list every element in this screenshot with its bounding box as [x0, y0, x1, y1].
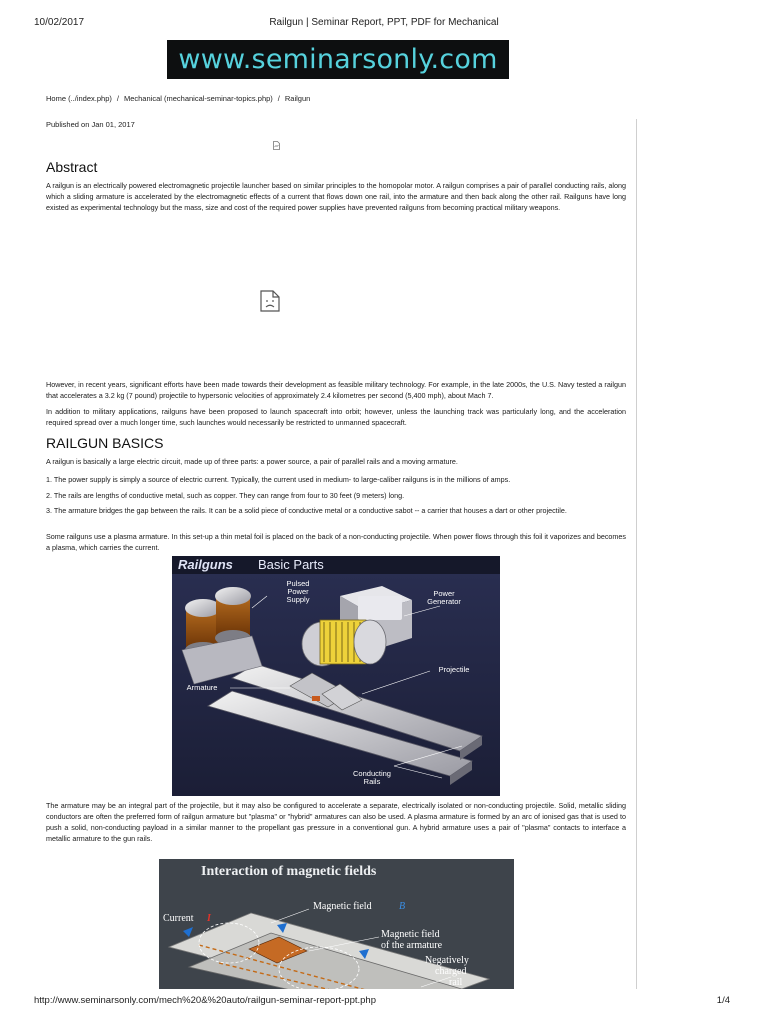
label-power-gen: Power	[433, 589, 455, 598]
pulsed-power-supply	[182, 587, 262, 684]
breadcrumb-home[interactable]: Home (../index.php)	[46, 94, 112, 103]
figure1-title-bold: Railguns	[178, 557, 233, 572]
label-supply: Supply	[286, 595, 310, 604]
body-paragraph: However, in recent years, significant efforts have been made towards their development as feasible military technology. For example, in the late 2000s, the U.S. Navy tested a railgun that accelerates a 3.2 kg (7 pound) projectile to hypersonic velocities of approximately 2.4 kilometres per second (5,400 mph), about Mach 7.	[46, 380, 626, 400]
label-projectile: Projectile	[438, 665, 470, 674]
basics-paragraph: 1. The power supply is simply a source of electric current. Typically, the current used in medium- to large-caliber railguns is in the millions of amps.	[46, 475, 511, 484]
site-logo[interactable]	[167, 40, 509, 79]
label-generator: Generator	[427, 597, 461, 606]
label-magnetic-field-symbol: B	[399, 901, 406, 912]
breadcrumb-mechanical[interactable]: Mechanical (mechanical-seminar-topics.php)	[123, 94, 273, 103]
label-armature: Armature	[186, 683, 218, 692]
print-date: 10/02/2017	[34, 17, 85, 28]
print-url: http://www.seminarsonly.com/mech%20&%20auto/railgun-seminar-report-ppt.php	[34, 995, 376, 1006]
label-conducting: Conducting	[353, 769, 391, 778]
basics-paragraph: A railgun is basically a large electric circuit, made up of three parts: a power source, a pair of parallel rails and a moving armature.	[46, 457, 458, 466]
label-current-symbol: I	[207, 913, 211, 924]
label-power: Power	[287, 587, 309, 596]
breadcrumb-current: Railgun	[284, 94, 311, 103]
basics-paragraph: 3. The armature bridges the gap between the rails. It can be a solid piece of conductive metal or a conductive sabot -- a carrier that houses a dart or other projectile.	[46, 506, 567, 515]
site-logo-text: www.seminarsonly.com	[178, 44, 498, 75]
body-paragraph: In addition to military applications, railguns have been proposed to launch spacecraft into orbit; however, unless the launching track was particularly long, and the acceleration required spread over a much longer time, such launches would necessarily be restricted to unmanned spacecraft.	[46, 407, 626, 427]
content-divider	[636, 119, 637, 989]
print-page-title: Railgun | Seminar Report, PPT, PDF for Mechanical	[269, 17, 499, 28]
magnetic-fields-figure	[159, 859, 514, 989]
label-pulsed: Pulsed	[286, 579, 310, 588]
published-date: Published on Jan 01, 2017	[46, 120, 135, 129]
label-rails: Rails	[363, 777, 381, 786]
broken-image-icon	[260, 290, 280, 312]
label-current: Current	[163, 913, 194, 924]
basics-paragraph: Some railguns use a plasma armature. In this set-up a thin metal foil is placed on the back of a non-conducting projectile. When power flows through this foil it vaporizes and becomes a plasma, which carries the current.	[46, 532, 626, 552]
broken-image-icon	[273, 141, 280, 150]
basics-paragraph: 2. The rails are lengths of conductive metal, such as copper. They can range from four to 30 feet (9 meters) long.	[46, 491, 405, 500]
label-magnetic-field: Magnetic field	[313, 901, 372, 912]
label-armature-field-1: Magnetic field	[381, 929, 440, 940]
railgun-basic-parts-figure	[172, 556, 500, 796]
label-negative-3: rail	[449, 977, 463, 988]
breadcrumb-separator: /	[116, 94, 119, 103]
figure1-title: Basic Parts	[258, 557, 324, 572]
railgun-basics-heading: RAILGUN BASICS	[46, 435, 164, 451]
breadcrumb-separator: /	[277, 94, 280, 103]
print-page-number: 1/4	[716, 995, 730, 1006]
abstract-paragraph: A railgun is an electrically powered electromagnetic projectile launcher based on similar principles to the homopolar motor. A railgun comprises a pair of parallel conducting rails, along which a sliding armature is accelerated by the electromagnetic effects of a current that flows down one rail, into the armature and then back along the other rail. Railguns have long existed as experimental technology but the mass, size and cost of the required power supplies have prevented railguns from becoming practical military weapons.	[46, 181, 626, 212]
breadcrumb	[46, 94, 310, 103]
label-armature-field-2: of the armature	[381, 940, 443, 951]
armature-paragraph: The armature may be an integral part of the projectile, but it may also be configured to accelerate a separate, electrically isolated or non-conducting projectile. Solid, metallic sliding conductors are often the preferred form of railgun armature but "plasma" or "hybrid" armatures can also be used. A plasma armature is formed by an arc of ionised gas that is used to push a solid, non-conducting payload in a similar manner to the propellant gas pressure in a conventional gun. A hybrid armature uses a pair of "plasma" contacts to interface a metallic armature to the gun rails.	[46, 801, 626, 843]
figure2-title: Interaction of magnetic fields	[201, 864, 377, 879]
label-negative-2: charged	[435, 966, 467, 977]
abstract-heading: Abstract	[46, 159, 98, 175]
label-negative-1: Negatively	[425, 955, 469, 966]
